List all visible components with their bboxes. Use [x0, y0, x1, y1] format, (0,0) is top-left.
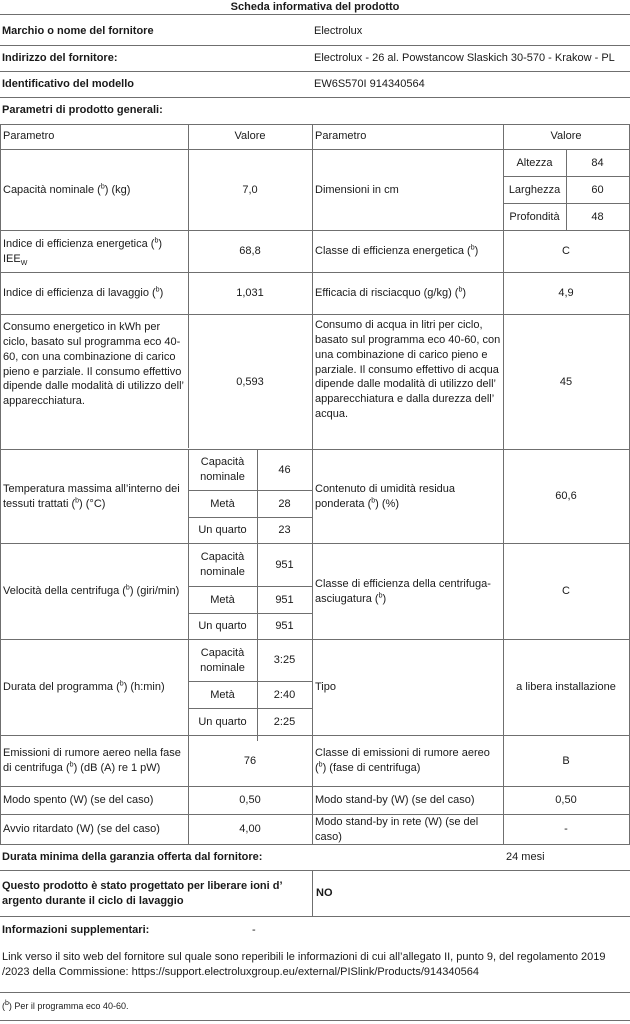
- type-label: Tipo: [315, 681, 336, 694]
- additional-info-label: Informazioni supplementari:: [2, 923, 150, 936]
- supplier-name-value: Electrolux: [314, 24, 363, 37]
- silver-ions-value: NO: [316, 887, 333, 900]
- off-mode-label: Modo spento (W) (se del caso): [3, 794, 154, 807]
- energy-consumption-label: Consumo energetico in kWh per ciclo, basato sul programma eco 40-60, con una combinazione di carico pieno e parziale. Il consumo effettivo dipende dalle modalità di utilizzo dell’ apparecchiatura.: [3, 321, 184, 408]
- spin-load-name: Metà: [210, 593, 235, 606]
- additional-info-value: -: [252, 923, 256, 936]
- moisture-value: 60,6: [555, 490, 577, 503]
- delay-start-value: 4,00: [239, 823, 261, 836]
- general-parameters-heading: Parametri di prodotto generali:: [2, 103, 163, 116]
- off-mode-value: 0,50: [239, 794, 261, 807]
- supplier-address-value: Electrolux - 26 al. Powstancow Slaskich 30-570 - Krakow - PL: [314, 51, 615, 64]
- temperature-load-name: Metà: [210, 497, 235, 510]
- temperature-load-name: Capacità nominale: [200, 456, 245, 483]
- type-value: a libera installazione: [516, 681, 616, 694]
- noise-class-label: Classe di emissioni di rumore aereo ($^b$) (fase di centrifuga): [315, 747, 490, 774]
- temperature-label: Temperatura massima all’interno dei tessuti trattati ($^b$) (°C): [3, 482, 180, 510]
- moisture-label: Contenuto di umidità residua ponderata ($^b$) (%): [315, 482, 456, 510]
- network-standby-label: Modo stand-by in rete (W) (se del caso): [315, 815, 479, 843]
- duration-load-value: 3:25: [273, 654, 296, 667]
- footnote: ($^b$) Per il programma eco 40-60.: [2, 1000, 129, 1011]
- warranty-value: 24 mesi: [506, 851, 545, 864]
- duration-load-name: Metà: [210, 688, 235, 701]
- supplier-address-label: Indirizzo del fornitore:: [2, 51, 118, 64]
- silver-ions-label: Questo prodotto è stato progettato per liberare ioni d’ argento durante il ciclo di lavaggio: [2, 879, 282, 907]
- water-consumption-value: 45: [559, 375, 573, 388]
- rinse-label: Efficacia di risciacquo (g/kg) ($^b$): [315, 286, 467, 300]
- temperature-load-value: 23: [278, 524, 291, 537]
- eei-value: 68,8: [239, 245, 261, 258]
- noise-label: Emissioni di rumore aereo nella fase di centrifuga ($^b$) (dB (A) re 1 pW): [3, 747, 181, 774]
- model-value: EW6S570I 914340564: [314, 77, 425, 90]
- spin-class-label: Classe di efficienza della centrifuga-asciugatura ($^b$): [315, 577, 491, 605]
- page-title: Scheda informativa del prodotto: [230, 0, 400, 13]
- spin-class-value: C: [562, 585, 570, 598]
- dimension-name: Profondità: [509, 210, 560, 223]
- duration-label: Durata del programma ($^b$) (h:min): [3, 680, 165, 694]
- header-value-right: Valore: [550, 130, 582, 143]
- header-param-right: Parametro: [315, 130, 367, 143]
- dimensions-label: Dimensioni in cm: [315, 183, 399, 196]
- dimension-name: Altezza: [516, 156, 553, 169]
- wash-index-value: 1,031: [236, 287, 264, 300]
- warranty-label: Durata minima della garanzia offerta dal fornitore:: [2, 851, 263, 864]
- spin-load-value: 951: [275, 593, 294, 606]
- duration-load-value: 2:25: [273, 715, 296, 728]
- dimension-value: 60: [591, 183, 604, 196]
- spin-load-name: Capacità nominale: [200, 551, 245, 578]
- temperature-load-value: 46: [278, 463, 291, 476]
- delay-start-label: Avvio ritardato (W) (se del caso): [3, 823, 160, 836]
- dimension-value: 84: [591, 156, 604, 169]
- duration-load-value: 2:40: [273, 688, 296, 701]
- dimension-name: Larghezza: [508, 183, 561, 196]
- noise-value: 76: [243, 754, 257, 767]
- supplier-name-label: Marchio o nome del fornitore: [2, 24, 154, 37]
- standby-label: Modo stand-by (W) (se del caso): [315, 794, 475, 807]
- noise-class-value: B: [562, 754, 570, 767]
- spin-load-name: Un quarto: [198, 620, 247, 633]
- model-label: Identificativo del modello: [2, 77, 135, 90]
- energy-class-value: C: [562, 245, 570, 258]
- header-value-left: Valore: [234, 130, 266, 143]
- water-consumption-label: Consumo di acqua in litri per ciclo, basato sul programma eco 40-60, con una combinazione di carico pieno e parziale. Il consumo effettivo di acqua dipende dalle modalità di utilizzo dell’ apparecchiatura e dalla durezza dell’ acqua.: [315, 319, 501, 421]
- supplier-link-text: Link verso il sito web del fornitore sul quale sono reperibili le informazioni di cui all’allegato II, punto 9, del regolamento 2019 /2023 della Commissione: https://support.electroluxgroup.eu/external/PISlink/Products/914340564: [2, 951, 606, 978]
- duration-load-name: Un quarto: [198, 715, 247, 728]
- standby-value: 0,50: [555, 794, 577, 807]
- capacity-value: 7,0: [242, 183, 258, 196]
- temperature-load-value: 28: [278, 497, 291, 510]
- header-param-left: Parametro: [3, 130, 55, 143]
- rinse-value: 4,9: [558, 287, 574, 300]
- eei-label: Indice di efficienza energetica ($^b$) $IEE_W$: [3, 237, 163, 267]
- spin-load-value: 951: [275, 558, 294, 571]
- spin-speed-label: Velocità della centrifuga ($^b$) (giri/min): [3, 584, 180, 598]
- duration-load-name: Capacità nominale: [200, 646, 245, 674]
- temperature-load-name: Un quarto: [198, 524, 247, 537]
- spin-load-value: 951: [275, 620, 294, 633]
- energy-class-label: Classe di efficienza energetica ($^b$): [315, 244, 479, 258]
- wash-index-label: Indice di efficienza di lavaggio ($^b$): [3, 286, 164, 300]
- capacity-label: Capacità nominale ($^b$) (kg): [3, 182, 131, 196]
- energy-consumption-value: 0,593: [236, 375, 264, 388]
- network-standby-value: -: [564, 823, 568, 836]
- dimension-value: 48: [591, 210, 604, 223]
